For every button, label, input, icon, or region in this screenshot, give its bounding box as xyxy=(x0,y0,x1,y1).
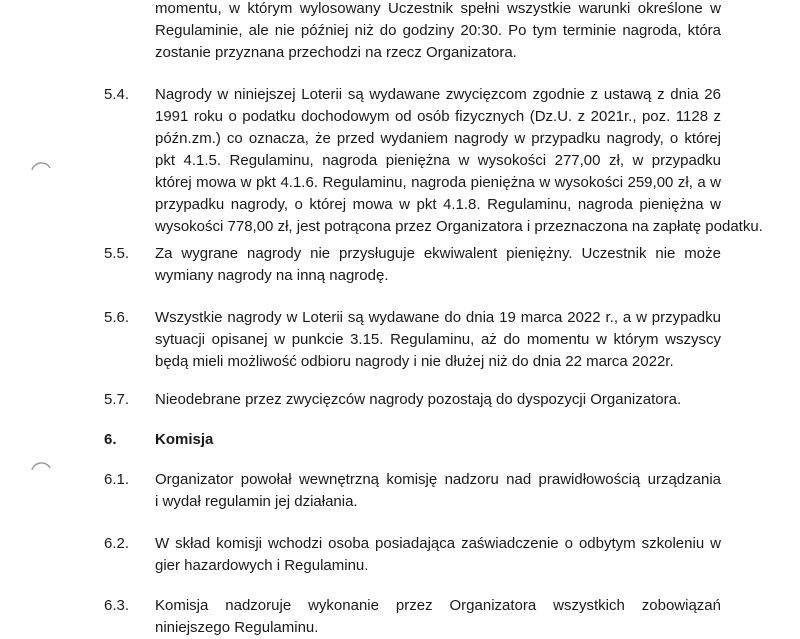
paragraph-line: gier hazardowych i Regulaminu. xyxy=(155,557,369,574)
item-number: 5.4. xyxy=(104,86,130,103)
paragraph-line: Nagrody w niniejszej Loterii są wydawane zwycięzcom zgodnie z ustawą z dnia 26 xyxy=(155,86,721,103)
item-number: 6.3. xyxy=(104,597,130,614)
section-heading: Komisja xyxy=(155,431,214,448)
paragraph-line: Regulaminie, ale nie później niż do godziny 20:30. Po tym terminie nagroda, która xyxy=(155,22,721,39)
paragraph-line: zostanie przyznana przechodzi na rzecz Organizatora. xyxy=(155,44,517,61)
punch-hole-mark xyxy=(30,458,52,472)
paragraph-line: wysokości 778,00 zł, jest potrącona przez Organizatora i przeznaczona na zapłatę podatku. xyxy=(155,218,763,235)
paragraph-line: pkt 4.1.5. Regulaminu, nagroda pieniężna w wysokości 277,00 zł, w przypadku xyxy=(155,152,721,169)
paragraph-line: W skład komisji wchodzi osoba posiadająca zaświadczenie o odbytym szkoleniu w xyxy=(155,535,721,552)
paragraph-line: której mowa w pkt 4.1.6. Regulaminu, nagroda pieniężna w wysokości 259,00 zł, a w xyxy=(155,174,721,191)
paragraph-line: niniejszego Regulaminu. xyxy=(155,619,319,636)
paragraph-line: i wydał regulamin jej działania. xyxy=(155,493,358,510)
paragraph-line: wymiany nagrody na inną nagrodę. xyxy=(155,267,389,284)
paragraph-line: przypadku nagrody, o której mowa w pkt 4.1.8. Regulaminu, nagroda pieniężna w xyxy=(155,196,721,213)
paragraph-line: Komisja nadzoruje wykonanie przez Organizatora wszystkich zobowiązań xyxy=(155,597,721,614)
paragraph-line: momentu, w którym wylosowany Uczestnik spełni wszystkie warunki określone w xyxy=(155,0,721,17)
item-number: 5.5. xyxy=(104,245,130,262)
paragraph-line: będą mieli możliwość odbioru nagrody i nie dłużej niż do dnia 22 marca 2022r. xyxy=(155,353,674,370)
paragraph-line: Nieodebrane przez zwycięzców nagrody pozostają do dyspozycji Organizatora. xyxy=(155,391,682,408)
item-number: 5.7. xyxy=(104,391,130,408)
paragraph-line: Organizator powołał wewnętrzną komisję nadzoru nad prawidłowością urządzania xyxy=(155,471,721,488)
item-number: 6.2. xyxy=(104,535,130,552)
punch-hole-mark xyxy=(30,158,52,172)
paragraph-line: późn.zm.) co oznacza, że przed wydaniem nagrody w przypadku nagrody, o której xyxy=(155,130,721,147)
section-number: 6. xyxy=(104,431,117,448)
item-number: 5.6. xyxy=(104,309,130,326)
paragraph-line: sytuacji opisanej w punkcie 3.15. Regulaminu, aż do momentu w którym wszyscy xyxy=(155,331,721,348)
paragraph-line: 1991 roku o podatku dochodowym od osób fizycznych (Dz.U. z 2021r., poz. 1128 z xyxy=(155,108,721,125)
paragraph-line: Za wygrane nagrody nie przysługuje ekwiwalent pieniężny. Uczestnik nie może xyxy=(155,245,721,262)
paragraph-line: Wszystkie nagrody w Loterii są wydawane do dnia 19 marca 2022 r., a w przypadku xyxy=(155,309,721,326)
item-number: 6.1. xyxy=(104,471,130,488)
